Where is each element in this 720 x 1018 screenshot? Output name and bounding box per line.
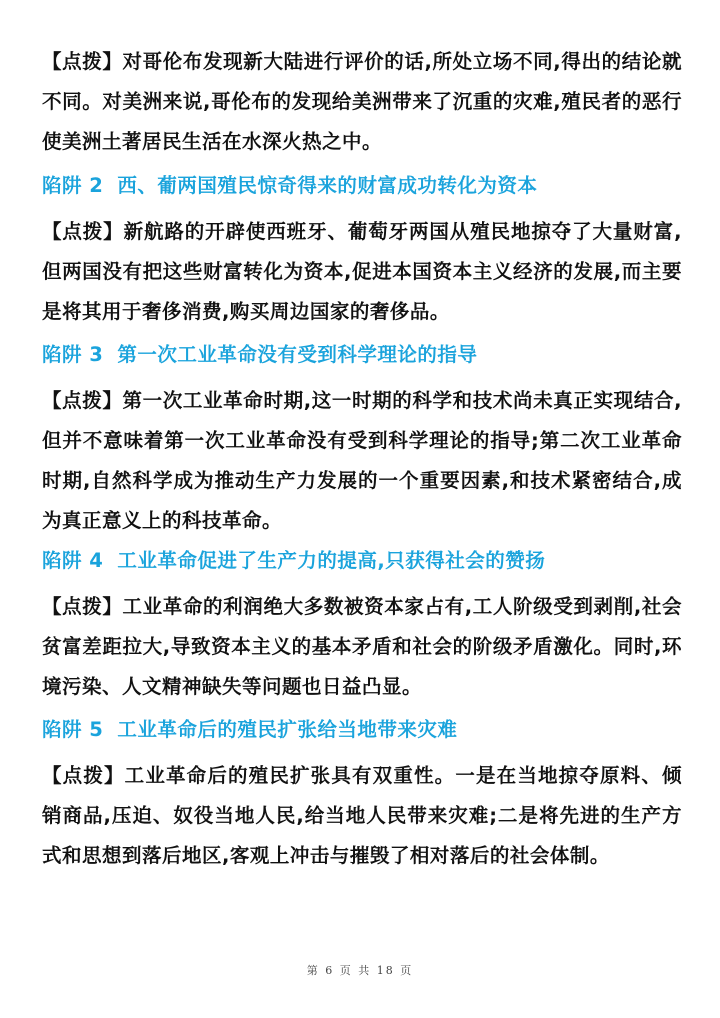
trap-title: 工业革命促进了生产力的提高,只获得社会的赞扬 [117,549,546,572]
tip-label: 【点拨】 [42,50,123,73]
trap-title: 第一次工业革命没有受到科学理论的指导 [117,343,478,366]
trap-number: 陷阱 5 [42,718,104,741]
trap-number: 陷阱 4 [42,549,104,572]
tip-body: 第一次工业革命时期,这一时期的科学和技术尚未真正实现结合,但并不意味着第一次工业革命没有受到科学理论的指导;第二次工业革命时期,自然科学成为推动生产力发展的一个重要因素,和技术紧密结合,成为真正意义上的科技革命。 [42,389,682,532]
tip-paragraph-1 [42,42,682,162]
trap-title: 工业革命后的殖民扩张给当地带来灾难 [117,718,458,741]
tip-body: 新航路的开辟使西班牙、葡萄牙两国从殖民地掠夺了大量财富,但两国没有把这些财富转化为资本,促进本国资本主义经济的发展,而主要是将其用于奢侈消费,购买周边国家的奢侈品。 [42,220,682,323]
tip-paragraph-5 [42,756,682,876]
trap-number: 陷阱 2 [42,174,104,197]
tip-paragraph-3 [42,381,682,541]
tip-label: 【点拨】 [42,220,124,243]
tip-body: 工业革命的利润绝大多数被资本家占有,工人阶级受到剥削,社会贫富差距拉大,导致资本主义的基本矛盾和社会的阶级矛盾激化。同时,环境污染、人文精神缺失等问题也日益凸显。 [42,595,682,698]
tip-paragraph-2 [42,212,682,332]
trap-title: 西、葡两国殖民惊奇得来的财富成功转化为资本 [117,174,538,197]
trap-heading-4 [42,546,682,576]
trap-heading-2 [42,171,682,201]
page-number-footer: 第 6 页 共 18 页 [306,964,414,977]
tip-body: 对哥伦布发现新大陆进行评价的话,所处立场不同,得出的结论就不同。对美洲来说,哥伦布的发现给美洲带来了沉重的灾难,殖民者的恶行使美洲土著居民生活在水深火热之中。 [42,50,682,153]
trap-heading-3 [42,340,682,370]
trap-number: 陷阱 3 [42,343,104,366]
tip-label: 【点拨】 [42,595,123,618]
tip-label: 【点拨】 [42,389,123,412]
tip-label: 【点拨】 [42,764,125,787]
trap-heading-5 [42,715,682,745]
tip-body: 工业革命后的殖民扩张具有双重性。一是在当地掠夺原料、倾销商品,压迫、奴役当地人民,给当地人民带来灾难;二是将先进的生产方式和思想到落后地区,客观上冲击与摧毁了相对落后的社会体制。 [42,764,682,867]
tip-paragraph-4 [42,587,682,707]
